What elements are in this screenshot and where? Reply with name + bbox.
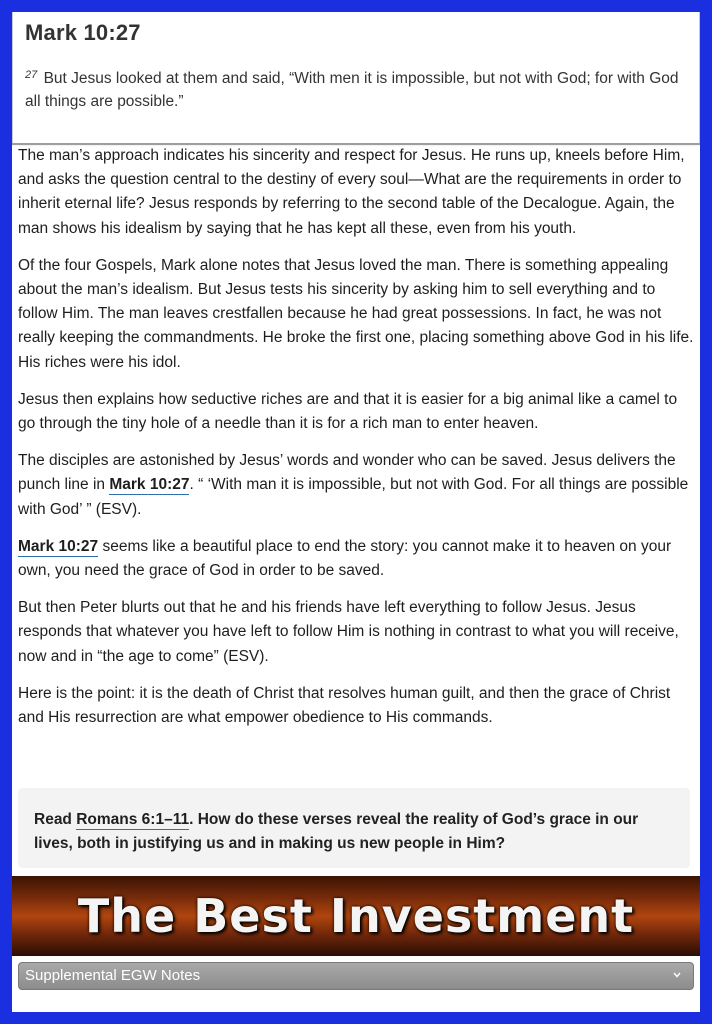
section-banner	[12, 876, 700, 956]
lesson-body	[18, 144, 694, 743]
paragraph-text: . “ ‘With man it is impossible, but not with God. For all things are possible with God’ ” (ESV).	[18, 476, 689, 518]
question-text	[34, 808, 674, 856]
chevron-down-icon	[673, 971, 681, 979]
paragraph	[18, 449, 694, 522]
question-suffix: . How do these verses reveal the reality of God’s grace in our lives, both in justifying us and in making us new people in Him?	[34, 811, 639, 852]
scripture-link-mark-10-27[interactable]: Mark 10:27	[109, 476, 190, 494]
paragraph-text: seems like a beautiful place to end the story: you cannot make it to heaven on your own, you need the grace of God in order to be saved.	[18, 537, 672, 580]
verse-text	[25, 64, 693, 113]
question-prefix: Read	[34, 811, 77, 828]
verse-number: 27	[25, 69, 38, 81]
paragraph: But then Peter blurts out that he and his friends have left everything to follow Jesus. Jesus responds that whatever you have left to follow Him is nothing in contrast to what you will receive, now and in “the age to come” (ESV).	[18, 599, 679, 665]
verse-title: Mark 10:27	[25, 20, 141, 45]
page	[12, 12, 700, 1012]
paragraph: Of the four Gospels, Mark alone notes that Jesus loved the man. There is something appealing about the man’s idealism. But Jesus tests his sincerity by asking him to sell everything and to follow Him. The man leaves crestfallen because he had great possessions. In fact, he was not really keeping the commandments. He broke the first one, placing something above God in his life. His riches were his idol.	[18, 256, 694, 371]
scripture-link-mark-10-27[interactable]: Mark 10:27	[18, 537, 99, 555]
paragraph: Here is the point: it is the death of Christ that resolves human guilt, and then the grace of Christ and His resurrection are what empower obedience to His commands.	[18, 684, 671, 727]
supplemental-notes-accordion[interactable]	[18, 962, 694, 990]
study-question	[18, 788, 690, 868]
paragraph: Jesus then explains how seductive riches are and that it is easier for a big animal like a camel to go through the tiny hole of a needle than it is for a rich man to enter heaven.	[18, 390, 678, 433]
accordion-label: Supplemental EGW Notes	[25, 967, 201, 984]
paragraph-text: The disciples are astonished by Jesus’ words and wonder who can be saved. Jesus delivers the punch line in	[18, 452, 676, 494]
banner-title: The Best Investment	[77, 889, 635, 943]
paragraph	[18, 535, 694, 583]
scripture-link-romans-6[interactable]: Romans 6:1–11	[76, 811, 190, 828]
verse-popup	[12, 12, 700, 144]
verse-body: But Jesus looked at them and said, “With men it is impossible, but not with God; for with God all things are possible.”	[25, 70, 679, 110]
paragraph: The man’s approach indicates his sincerity and respect for Jesus. He runs up, kneels before Him, and asks the question central to the destiny of every soul—What are the requirements in order to inherit eternal life? Jesus responds by referring to the second table of the Decalogue. Again, the man shows his idealism by saying that he has kept all these, even from his youth.	[18, 147, 685, 237]
